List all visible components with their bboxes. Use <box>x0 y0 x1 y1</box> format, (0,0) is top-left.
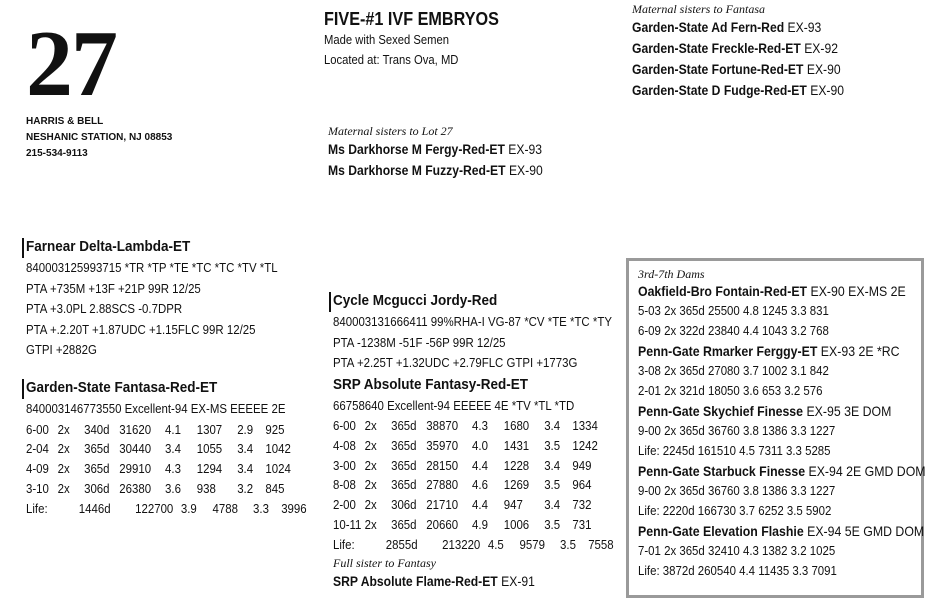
dams-sire-line: PTA +2.25T +1.32UDC +2.79FLC GTPI +1773G <box>333 355 578 370</box>
dams-sire-block <box>333 290 663 592</box>
ancestor-dam-name: Penn-Gate Skychief Finesse EX-95 3E DOM <box>638 403 892 419</box>
dam-block <box>26 377 356 518</box>
sister-item: Garden-State Freckle-Red-ET EX-92 <box>632 41 838 56</box>
sire-line: PTA +735M +13F +21P 99R 12/25 <box>26 280 201 296</box>
ancestor-dam-record: Life: 2220d 166730 3.7 6252 3.5 5902 <box>638 503 832 518</box>
record-row: 2-04 2x 365d 30440 3.4 1055 3.4 1042 <box>26 441 291 457</box>
record-row: 4-09 2x 365d 29910 4.3 1294 3.4 1024 <box>26 461 291 477</box>
consignor-name: HARRIS & BELL <box>26 116 104 127</box>
dam-name: Garden-State Fantasa-Red-ET <box>26 379 218 396</box>
record-row: 6-00 2x 340d 31620 4.1 1307 2.9 925 <box>26 421 285 437</box>
sire-block <box>26 236 312 361</box>
ancestor-dam-record: 3-08 2x 365d 27080 3.7 1002 3.1 842 <box>638 363 829 378</box>
record-row: 10-11 2x 365d 20660 4.9 1006 3.5 731 <box>333 516 592 532</box>
dams-box <box>626 258 924 598</box>
offer-semen: Made with Sexed Semen <box>324 33 450 47</box>
sister-item: Ms Darkhorse M Fuzzy-Red-ET EX-90 <box>328 163 543 178</box>
ancestor-dam-record: 2-01 2x 321d 18050 3.6 653 3.2 576 <box>638 383 823 398</box>
ancestor-dam-record: 9-00 2x 365d 36760 3.8 1386 3.3 1227 <box>638 483 836 498</box>
pedigree-bar <box>329 292 331 312</box>
record-row: 8-08 2x 365d 27880 4.6 1269 3.5 964 <box>333 477 592 493</box>
dams-sire-name: Cycle Mcgucci Jordy-Red <box>333 292 498 309</box>
record-row: 6-00 2x 365d 38870 4.3 1680 3.4 1334 <box>333 418 598 433</box>
record-row: 4-08 2x 365d 35970 4.0 1431 3.5 1242 <box>333 437 598 453</box>
lot-number: 27 <box>26 12 116 116</box>
ancestor-dam-name: Penn-Gate Elevation Flashie EX-94 5E GMD DOM <box>638 523 925 539</box>
sire-name: Farnear Delta-Lambda-ET <box>26 238 191 255</box>
sister-item: Garden-State Fortune-Red-ET EX-90 <box>632 62 841 77</box>
dam-id-line: 840003146773550 Excellent-94 EX-MS EEEEE 2E <box>26 401 286 416</box>
ancestor-dam-record: Life: 3872d 260540 4.4 11435 3.3 7091 <box>638 563 837 578</box>
full-sister-label: Full sister to Fantasy <box>333 555 436 570</box>
record-row: 3-10 2x 306d 26380 3.6 938 3.2 845 <box>26 480 285 496</box>
ancestor-dam-record: 6-09 2x 322d 23840 4.4 1043 3.2 768 <box>638 323 829 338</box>
offer-title: FIVE-#1 IVF EMBRYOS <box>324 9 499 29</box>
pedigree-bar <box>22 238 24 258</box>
lot-sisters-heading: Maternal sisters to Lot 27 <box>328 124 453 138</box>
ancestor-dam-name: Penn-Gate Rmarker Ferggy-ET EX-93 2E *RC <box>638 343 900 359</box>
ancestor-dam-record: 5-03 2x 365d 25500 4.8 1245 3.3 831 <box>638 303 829 318</box>
dams-sire-line: PTA -1238M -51F -56P 99R 12/25 <box>333 334 506 350</box>
sire-line: GTPI +2882G <box>26 342 97 357</box>
ancestor-dam-name: Penn-Gate Starbuck Finesse EX-94 2E GMD DOM <box>638 463 926 479</box>
record-row: 2-00 2x 306d 21710 4.4 947 3.4 732 <box>333 497 592 513</box>
dams-box-heading: 3rd-7th Dams <box>638 267 705 281</box>
granddam-name: SRP Absolute Fantasy-Red-ET <box>333 375 529 393</box>
sister-item: Ms Darkhorse M Fergy-Red-ET EX-93 <box>328 142 543 157</box>
fantasa-sisters-block <box>632 2 868 101</box>
ancestor-dam-record: 9-00 2x 365d 36760 3.8 1386 3.3 1227 <box>638 423 836 438</box>
sire-line: PTA +3.0PL 2.88SCS -0.7DPR <box>26 301 183 316</box>
granddam-id-line: 66758640 Excellent-94 EEEEE 4E *TV *TL *TD <box>333 397 575 413</box>
consignor-phone: 215-534-9113 <box>26 148 88 159</box>
record-row: 3-00 2x 365d 28150 4.4 1228 3.4 949 <box>333 457 592 473</box>
dams-sire-line: 840003131666411 99%RHA-I VG-87 *CV *TE *TC *TY <box>333 314 612 329</box>
consignor-location: NESHANIC STATION, NJ 08853 <box>26 132 173 143</box>
consignor-info <box>26 114 172 162</box>
sire-line: 840003125993715 *TR *TP *TE *TC *TC *TV *TL <box>26 260 278 275</box>
lot-sisters-block <box>328 124 567 181</box>
fantasa-sisters-heading: Maternal sisters to Fantasa <box>632 2 766 16</box>
ancestor-dam-name: Oakfield-Bro Fontain-Red-ET EX-90 EX-MS 2E <box>638 283 906 299</box>
life-row: Life: 2855d 213220 4.5 9579 3.5 7558 <box>333 536 614 552</box>
offer-block <box>324 8 518 70</box>
sire-line: PTA +.2.20T +1.87UDC +1.15FLC 99R 12/25 <box>26 321 256 337</box>
full-sister: SRP Absolute Flame-Red-ET EX-91 <box>333 573 535 589</box>
pedigree-bar <box>22 379 24 399</box>
ancestor-dam-record: Life: 2245d 161510 4.5 7311 3.3 5285 <box>638 443 831 458</box>
life-row: Life: 1446d 122700 3.9 4788 3.3 3996 <box>26 500 307 516</box>
offer-location: Located at: Trans Ova, MD <box>324 53 459 67</box>
ancestor-dam-record: 7-01 2x 365d 32410 4.3 1382 3.2 1025 <box>638 543 836 558</box>
sister-item: Garden-State Ad Fern-Red EX-93 <box>632 20 822 35</box>
sister-item: Garden-State D Fudge-Red-ET EX-90 <box>632 83 845 98</box>
